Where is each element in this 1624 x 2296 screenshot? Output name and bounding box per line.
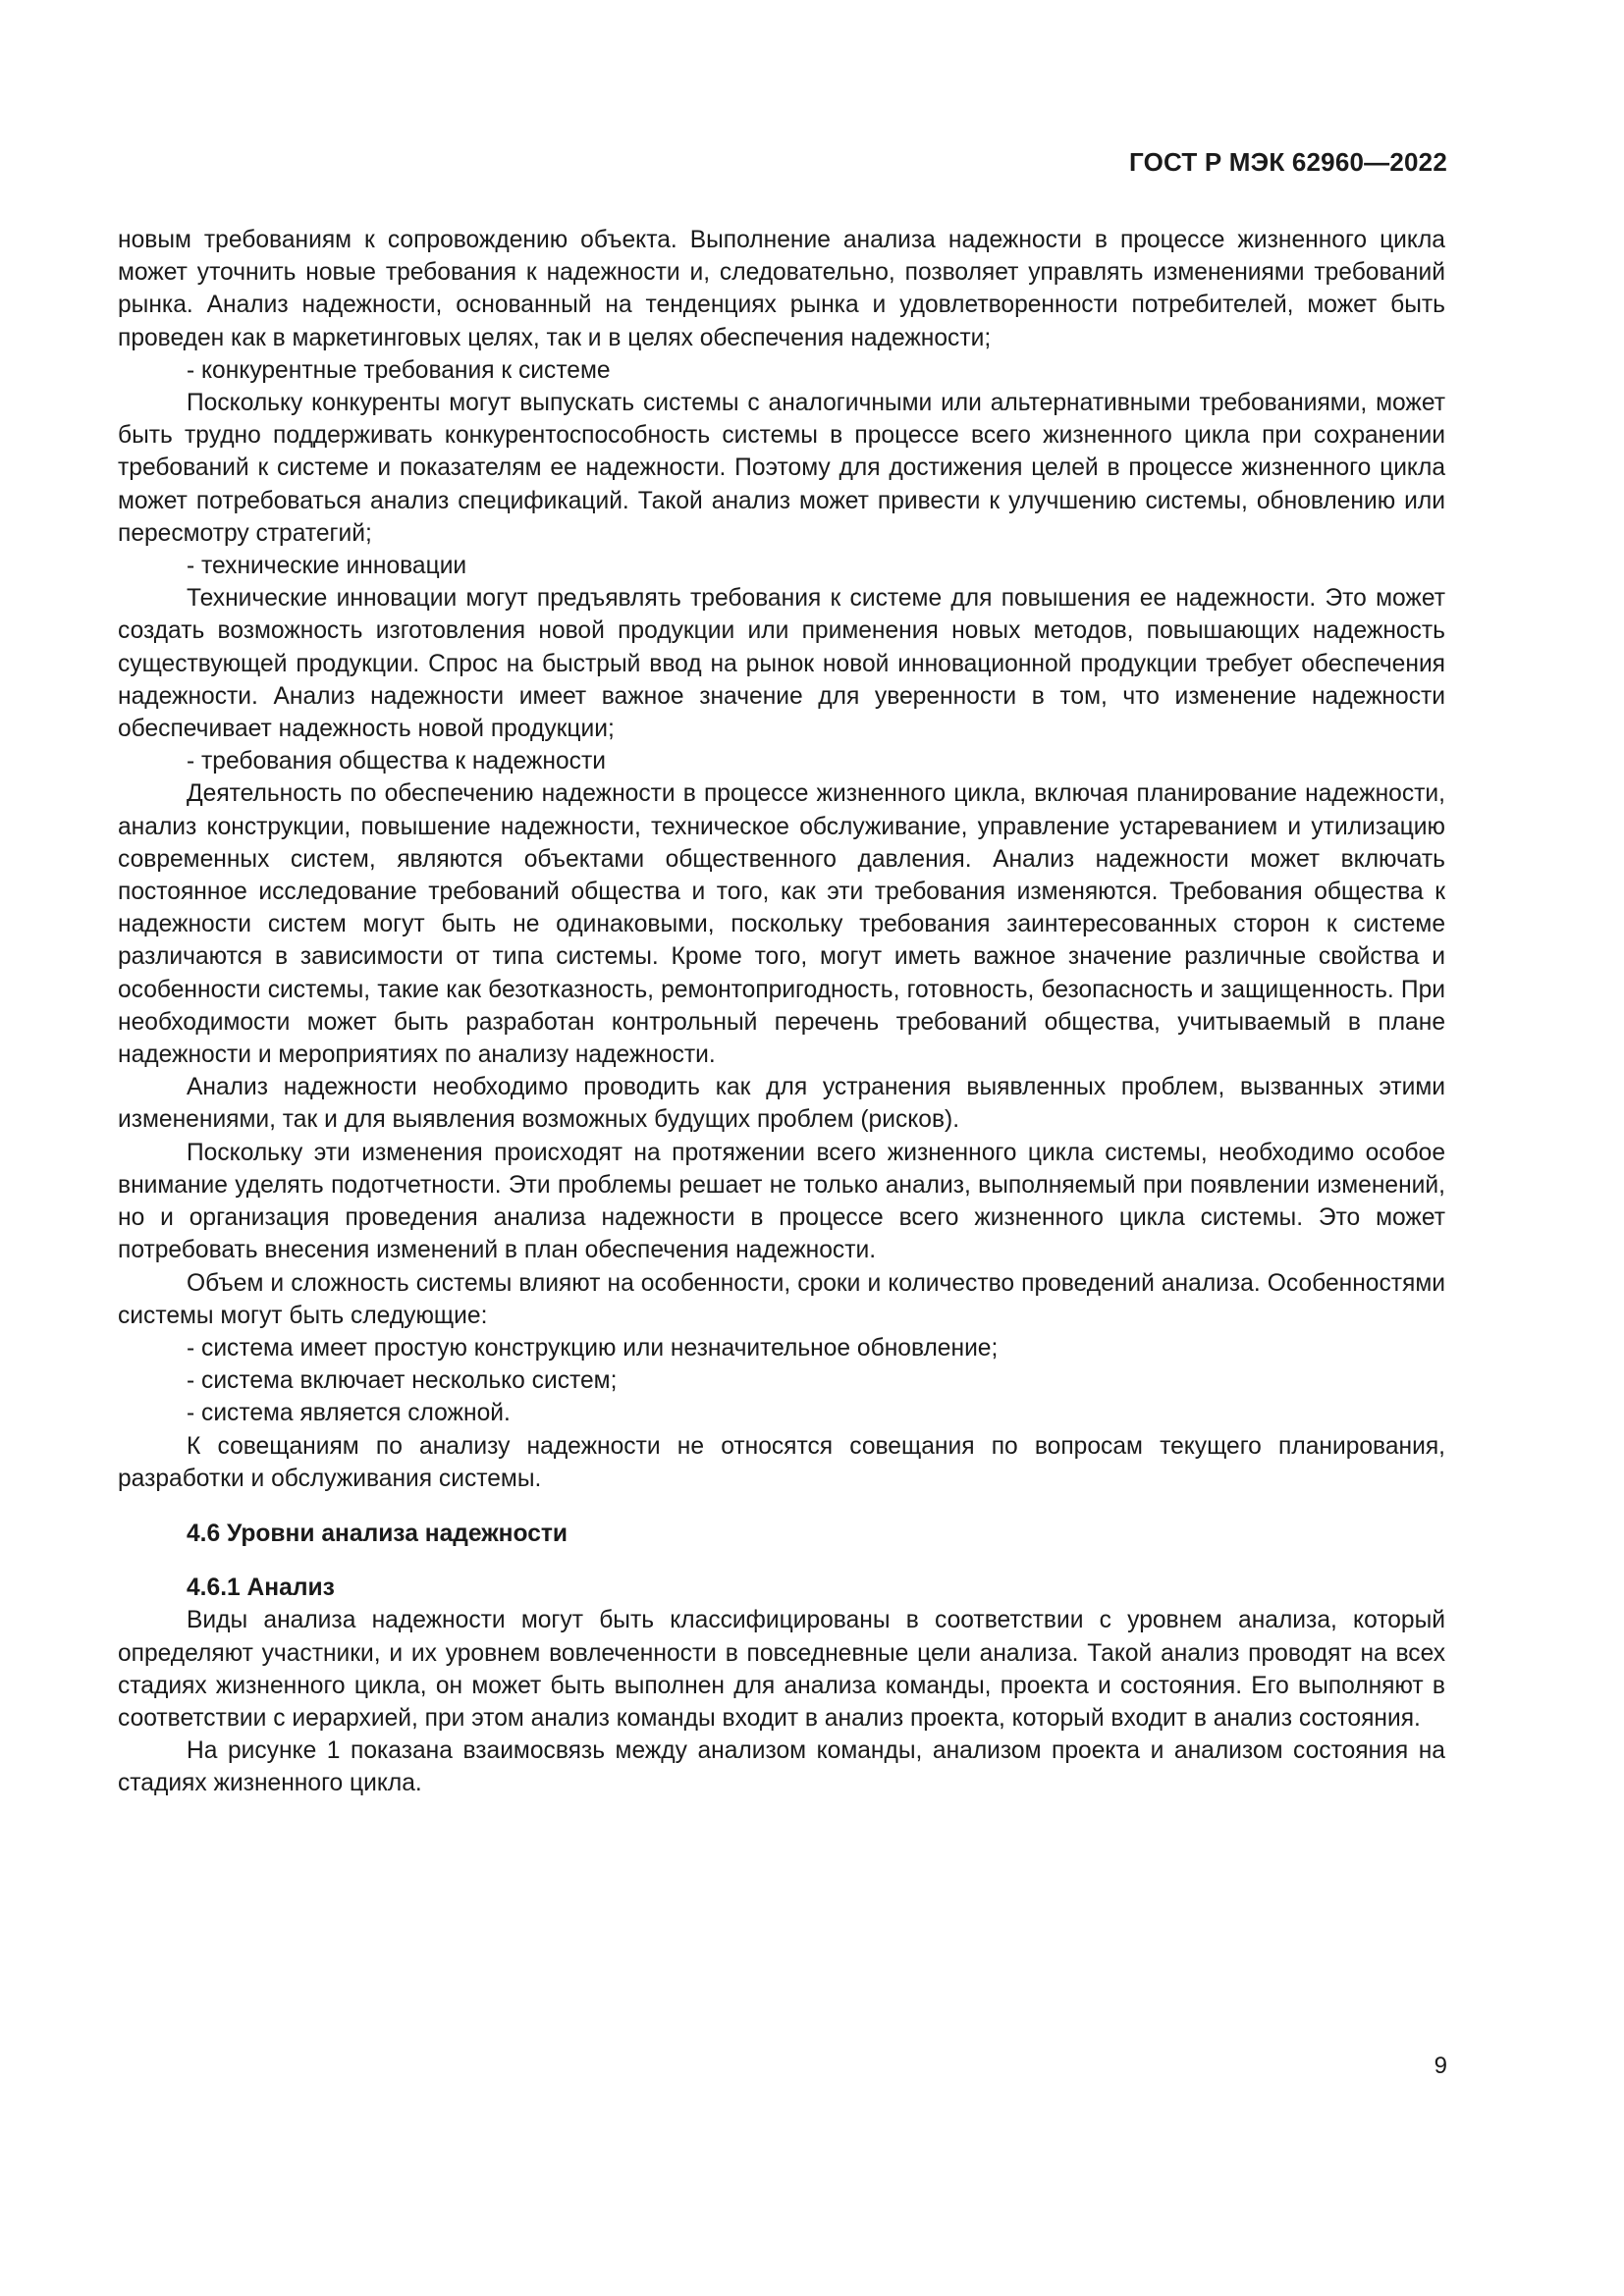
list-item: - технические инновации xyxy=(187,553,467,580)
page-number: 9 xyxy=(1434,2053,1447,2079)
paragraph: новым требованиям к сопровождению объекта. Выполнение анализа надежности в процессе жизненного цикла может уточнить новые требования к надежности и, следовательно, позволяет управлять изменениями требований рынка. Анализ надежности, основанный на тенденциях рынка и удовлетворенности потребителей, может быть проведен как в маркетинговых целях, так и в целях обеспечения надежности; xyxy=(118,227,1445,351)
list-item: - требования общества к надежности xyxy=(187,748,606,775)
paragraph: Объем и сложность системы влияют на особенности, сроки и количество проведений анализа. Особенностями системы могут быть следующие: xyxy=(118,1269,1445,1329)
list-item: - система включает несколько систем; xyxy=(187,1367,618,1395)
paragraph: Поскольку эти изменения происходят на протяжении всего жизненного цикла системы, необходимо особое внимание уделять подотчетности. Эти проблемы решает не только анализ, выполняемый при появлении изменений, но и организация проведения анализа надежности в процессе всего жизненного цикла системы. Это может потребовать внесения изменений в план обеспечения надежности. xyxy=(118,1139,1445,1264)
section-heading-4-6: 4.6 Уровни анализа надежности xyxy=(187,1520,568,1547)
paragraph: Виды анализа надежности могут быть классифицированы в соответствии с уровнем анализа, который определяют участники, и их уровнем вовлеченности в повседневные цели анализа. Такой анализ проводят на всех стадиях жизненного цикла, он может быть выполнен для анализа команды, проекта и состояния. Его выполняют в соответствии с иерархией, при этом анализ команды входит в анализ проекта, который входит в анализ состояния. xyxy=(118,1607,1445,1732)
document-body xyxy=(118,224,1445,1800)
list-item: - система имеет простую конструкцию или незначительное обновление; xyxy=(187,1334,999,1362)
document-header: ГОСТ Р МЭК 62960—2022 xyxy=(1128,147,1447,177)
paragraph: Анализ надежности необходимо проводить как для устранения выявленных проблем, вызванных этими изменениями, так и для выявления возможных будущих проблем (рисков). xyxy=(118,1074,1445,1134)
list-item: - конкурентные требования к системе xyxy=(187,356,611,384)
paragraph: К совещаниям по анализу надежности не относятся совещания по вопросам текущего планирования, разработки и обслуживания системы. xyxy=(118,1432,1445,1492)
paragraph: На рисунке 1 показана взаимосвязь между анализом команды, анализом проекта и анализом состояния на стадиях жизненного цикла. xyxy=(118,1737,1445,1797)
list-item: - система является сложной. xyxy=(187,1400,511,1427)
subsection-heading-4-6-1: 4.6.1 Анализ xyxy=(187,1575,335,1602)
paragraph: Технические инновации могут предъявлять требования к системе для повышения ее надежности. Это может создать возможность изготовления новой продукции или применения новых методов, повышающих надежность существующей продукции. Спрос на быстрый ввод на рынок новой инновационной продукции требует обеспечения надежности. Анализ надежности имеет важное значение для уверенности в том, что изменение надежности обеспечивает надежность новой продукции; xyxy=(118,585,1445,743)
paragraph: Поскольку конкуренты могут выпускать системы с аналогичными или альтернативными требованиями, может быть трудно поддерживать конкурентоспособность системы в процессе всего жизненного цикла при сохранении требований к системе и показателям ее надежности. Поэтому для достижения целей в процессе жизненного цикла может потребоваться анализ спецификаций. Такой анализ может привести к улучшению системы, обновлению или пересмотру стратегий; xyxy=(118,390,1445,547)
paragraph: Деятельность по обеспечению надежности в процессе жизненного цикла, включая планирование надежности, анализ конструкции, повышение надежности, техническое обслуживание, управление устареванием и утилизацию современных систем, являются объектами общественного давления. Анализ надежности может включать постоянное исследование требований общества и того, как эти требования изменяются. Требования общества к надежности систем могут быть не одинаковыми, поскольку требования заинтересованных сторон к системе различаются в зависимости от типа системы. Кроме того, могут иметь важное значение различные свойства и особенности системы, такие как безотказность, ремонтопригодность, готовность, безопасность и защищенность. При необходимости может быть разработан контрольный перечень требований общества, учитываемый в плане надежности и мероприятиях по анализу надежности. xyxy=(118,780,1445,1069)
